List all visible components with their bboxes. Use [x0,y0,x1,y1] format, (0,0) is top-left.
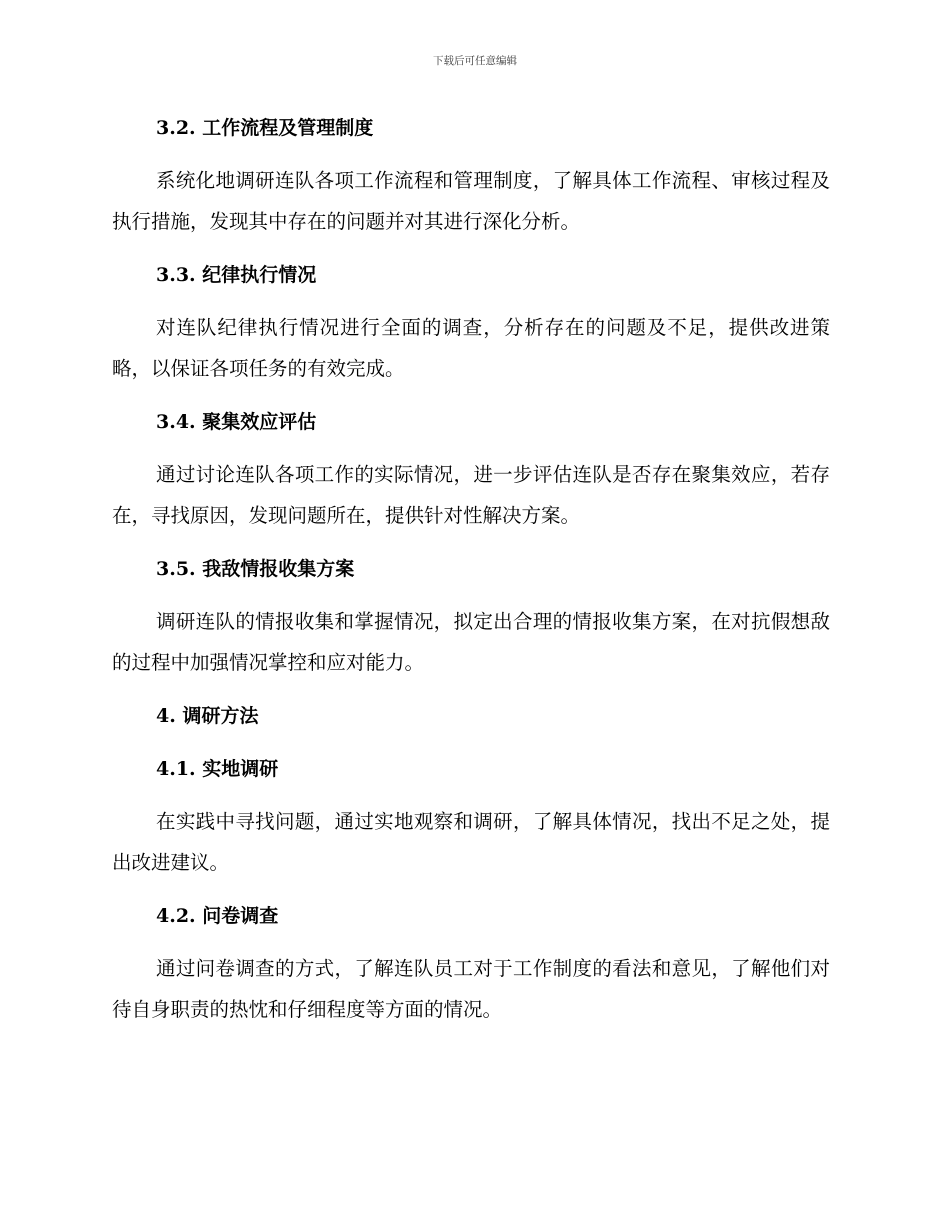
page-header: 下载后可任意编辑 [433,55,517,67]
paragraph-3-3: 对连队纪律执行情况进行全面的调查，分析存在的问题及不足，提供改进策略，以保证各项任务的有效完成。 [112,316,830,380]
heading-4-2: 4.2. 问卷调查 [156,905,279,927]
heading-3-4: 3.4. 聚集效应评估 [156,411,317,433]
heading-4-1: 4.1. 实地调研 [156,758,279,780]
heading-4: 4. 调研方法 [156,705,259,727]
document-body [112,108,830,1043]
heading-3-2: 3.2. 工作流程及管理制度 [156,117,374,139]
paragraph-3-5: 调研连队的情报收集和掌握情况，拟定出合理的情报收集方案，在对抗假想敌的过程中加强情况掌控和应对能力。 [112,610,830,674]
heading-3-3: 3.3. 纪律执行情况 [156,264,317,286]
heading-3-5: 3.5. 我敌情报收集方案 [156,558,355,580]
paragraph-3-4: 通过讨论连队各项工作的实际情况，进一步评估连队是否存在聚集效应，若存在，寻找原因，发现问题所在，提供针对性解决方案。 [112,463,830,527]
paragraph-3-2: 系统化地调研连队各项工作流程和管理制度，了解具体工作流程、审核过程及执行措施，发现其中存在的问题并对其进行深化分析。 [112,169,830,233]
paragraph-4-1: 在实践中寻找问题，通过实地观察和调研，了解具体情况，找出不足之处，提出改进建议。 [112,810,830,874]
paragraph-4-2: 通过问卷调查的方式，了解连队员工对于工作制度的看法和意见，了解他们对待自身职责的热忱和仔细程度等方面的情况。 [112,957,830,1021]
